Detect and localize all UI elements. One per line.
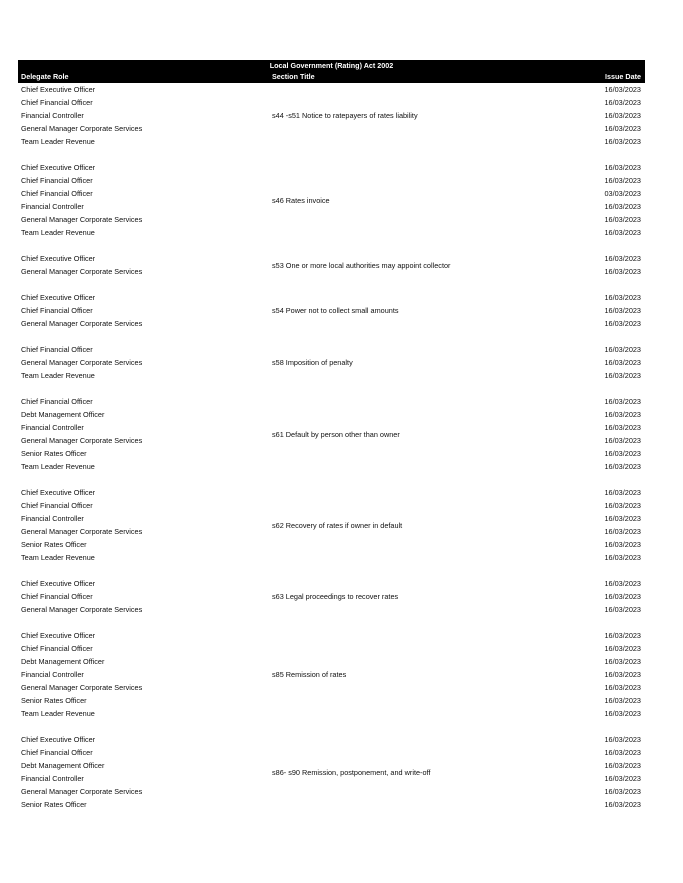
section-group <box>18 629 645 720</box>
table-row <box>18 460 645 473</box>
issue-date-cell: 16/03/2023 <box>604 254 641 263</box>
table-row <box>18 798 645 811</box>
delegate-role-cell: Chief Executive Officer <box>21 85 96 94</box>
issue-date-cell: 16/03/2023 <box>604 215 641 224</box>
table-row <box>18 694 645 707</box>
delegate-role-cell: Financial Controller <box>21 514 84 523</box>
delegate-role-cell: Team Leader Revenue <box>21 137 95 146</box>
delegate-role-cell: Chief Executive Officer <box>21 735 96 744</box>
table-row <box>18 447 645 460</box>
delegate-role-cell: Senior Rates Officer <box>21 696 87 705</box>
issue-date-cell: 16/03/2023 <box>604 436 641 445</box>
section-title-cell: s63 Legal proceedings to recover rates <box>272 592 399 601</box>
section-group <box>18 252 645 278</box>
section-group <box>18 733 645 811</box>
delegate-role-cell: Chief Financial Officer <box>21 397 93 406</box>
issue-date-cell: 16/03/2023 <box>604 124 641 133</box>
delegate-role-cell: Chief Financial Officer <box>21 748 93 757</box>
issue-date-cell: 16/03/2023 <box>604 501 641 510</box>
delegate-role-cell: Senior Rates Officer <box>21 800 87 809</box>
delegate-role-cell: Debt Management Officer <box>21 657 105 666</box>
delegate-role-cell: Chief Executive Officer <box>21 293 96 302</box>
delegate-role-cell: Chief Financial Officer <box>21 306 93 315</box>
issue-date-cell: 16/03/2023 <box>604 657 641 666</box>
delegate-role-cell: General Manager Corporate Services <box>21 527 143 536</box>
issue-date-cell: 16/03/2023 <box>604 358 641 367</box>
delegate-role-cell: Chief Financial Officer <box>21 189 93 198</box>
table-row <box>18 408 645 421</box>
table-row <box>18 746 645 759</box>
delegate-role-cell: Financial Controller <box>21 202 84 211</box>
delegate-role-cell: General Manager Corporate Services <box>21 787 143 796</box>
table-header-row <box>18 71 645 83</box>
delegate-role-cell: Team Leader Revenue <box>21 228 95 237</box>
issue-date-cell: 16/03/2023 <box>604 137 641 146</box>
section-title-cell: s85 Remission of rates <box>272 670 347 679</box>
section-title-cell: s58 Imposition of penalty <box>272 358 353 367</box>
issue-date-cell: 16/03/2023 <box>604 592 641 601</box>
delegate-role-cell: Chief Financial Officer <box>21 345 93 354</box>
issue-date-cell: 16/03/2023 <box>604 462 641 471</box>
section-group <box>18 343 645 382</box>
table-row <box>18 96 645 109</box>
table-row <box>18 317 645 330</box>
section-group <box>18 486 645 564</box>
delegate-role-cell: Chief Executive Officer <box>21 488 96 497</box>
table-body <box>18 83 645 811</box>
delegate-role-cell: Financial Controller <box>21 774 84 783</box>
issue-date-cell: 16/03/2023 <box>604 345 641 354</box>
issue-date-cell: 16/03/2023 <box>604 98 641 107</box>
issue-date-cell: 16/03/2023 <box>604 293 641 302</box>
issue-date-cell: 16/03/2023 <box>604 644 641 653</box>
issue-date-cell: 16/03/2023 <box>604 527 641 536</box>
issue-date-cell: 16/03/2023 <box>604 111 641 120</box>
section-group <box>18 395 645 473</box>
delegate-role-cell: Financial Controller <box>21 423 84 432</box>
table-row <box>18 135 645 148</box>
delegation-table <box>18 60 645 811</box>
issue-date-cell: 16/03/2023 <box>604 449 641 458</box>
issue-date-cell: 16/03/2023 <box>604 787 641 796</box>
delegate-role-cell: Chief Executive Officer <box>21 254 96 263</box>
table-row <box>18 538 645 551</box>
delegate-role-cell: General Manager Corporate Services <box>21 436 143 445</box>
table-row <box>18 200 645 213</box>
issue-date-cell: 16/03/2023 <box>604 397 641 406</box>
group-spacer <box>18 473 645 486</box>
issue-date-cell: 16/03/2023 <box>604 709 641 718</box>
issue-date-cell: 16/03/2023 <box>604 319 641 328</box>
group-spacer <box>18 382 645 395</box>
group-spacer <box>18 239 645 252</box>
group-spacer <box>18 330 645 343</box>
delegate-role-cell: Chief Financial Officer <box>21 644 93 653</box>
delegate-role-cell: Financial Controller <box>21 111 84 120</box>
delegate-role-cell: Chief Financial Officer <box>21 176 93 185</box>
delegate-role-cell: Debt Management Officer <box>21 761 105 770</box>
table-row <box>18 291 645 304</box>
table-title: Local Government (Rating) Act 2002 <box>18 60 645 71</box>
delegate-role-cell: Chief Executive Officer <box>21 163 96 172</box>
section-group <box>18 291 645 330</box>
issue-date-cell: 16/03/2023 <box>604 605 641 614</box>
section-title-cell: s62 Recovery of rates if owner in default <box>272 520 403 530</box>
table-row <box>18 83 645 96</box>
issue-date-cell: 16/03/2023 <box>604 761 641 770</box>
issue-date-cell: 16/03/2023 <box>604 579 641 588</box>
delegate-role-cell: Team Leader Revenue <box>21 462 95 471</box>
table-row <box>18 486 645 499</box>
issue-date-cell: 16/03/2023 <box>604 202 641 211</box>
table-row <box>18 161 645 174</box>
table-row <box>18 551 645 564</box>
delegate-role-cell: Team Leader Revenue <box>21 553 95 562</box>
delegate-role-cell: Team Leader Revenue <box>21 371 95 380</box>
section-group <box>18 83 645 148</box>
section-group <box>18 161 645 239</box>
table-row <box>18 174 645 187</box>
group-spacer <box>18 720 645 733</box>
table-row <box>18 187 645 200</box>
delegate-role-cell: General Manager Corporate Services <box>21 215 143 224</box>
issue-date-cell: 16/03/2023 <box>604 540 641 549</box>
group-spacer <box>18 278 645 291</box>
delegate-role-cell: Financial Controller <box>21 670 84 679</box>
issue-date-cell: 16/03/2023 <box>604 670 641 679</box>
table-row <box>18 213 645 226</box>
table-row <box>18 655 645 668</box>
delegate-role-cell: General Manager Corporate Services <box>21 319 143 328</box>
issue-date-cell: 16/03/2023 <box>604 631 641 640</box>
delegate-role-cell: Chief Executive Officer <box>21 631 96 640</box>
issue-date-cell: 16/03/2023 <box>604 748 641 757</box>
table-row <box>18 785 645 798</box>
issue-date-cell: 16/03/2023 <box>604 228 641 237</box>
section-title-cell: s86- s90 Remission, postponement, and write-off <box>272 767 431 777</box>
issue-date-cell: 16/03/2023 <box>604 163 641 172</box>
table-row <box>18 707 645 720</box>
issue-date-cell: 16/03/2023 <box>604 306 641 315</box>
delegate-role-cell: General Manager Corporate Services <box>21 605 143 614</box>
issue-date-cell: 16/03/2023 <box>604 267 641 276</box>
issue-date-cell: 16/03/2023 <box>604 696 641 705</box>
issue-date-cell: 16/03/2023 <box>604 423 641 432</box>
issue-date-cell: 16/03/2023 <box>604 488 641 497</box>
section-title-cell: s53 One or more local authorities may appoint collector <box>272 260 451 270</box>
table-row <box>18 343 645 356</box>
issue-date-cell: 16/03/2023 <box>604 371 641 380</box>
delegate-role-cell: General Manager Corporate Services <box>21 358 143 367</box>
delegate-role-cell: Chief Financial Officer <box>21 501 93 510</box>
table-row <box>18 395 645 408</box>
delegate-role-cell: Chief Financial Officer <box>21 592 93 601</box>
table-row <box>18 577 645 590</box>
delegate-role-cell: General Manager Corporate Services <box>21 267 143 276</box>
table-row <box>18 733 645 746</box>
section-title-cell: s54 Power not to collect small amounts <box>272 306 399 315</box>
table-row <box>18 603 645 616</box>
table-row <box>18 369 645 382</box>
section-title-cell: s61 Default by person other than owner <box>272 429 400 439</box>
issue-date-cell: 16/03/2023 <box>604 774 641 783</box>
table-row <box>18 681 645 694</box>
delegate-role-cell: Team Leader Revenue <box>21 709 95 718</box>
section-group <box>18 577 645 616</box>
issue-date-cell: 16/03/2023 <box>604 176 641 185</box>
table-row <box>18 629 645 642</box>
delegate-role-cell: Debt Management Officer <box>21 410 105 419</box>
issue-date-cell: 16/03/2023 <box>604 85 641 94</box>
section-title-cell: s46 Rates invoice <box>272 195 330 205</box>
delegate-role-cell: Chief Financial Officer <box>21 98 93 107</box>
section-title-cell: s44 -s51 Notice to ratepayers of rates liability <box>272 111 418 120</box>
delegate-role-cell: Chief Executive Officer <box>21 579 96 588</box>
issue-date-cell: 03/03/2023 <box>604 189 641 198</box>
delegate-role-cell: Senior Rates Officer <box>21 540 87 549</box>
group-spacer <box>18 616 645 629</box>
table-row <box>18 499 645 512</box>
delegate-role-cell: General Manager Corporate Services <box>21 124 143 133</box>
issue-date-cell: 16/03/2023 <box>604 735 641 744</box>
issue-date-cell: 16/03/2023 <box>604 410 641 419</box>
issue-date-cell: 16/03/2023 <box>604 800 641 809</box>
table-row <box>18 122 645 135</box>
delegate-role-cell: General Manager Corporate Services <box>21 683 143 692</box>
issue-date-cell: 16/03/2023 <box>604 514 641 523</box>
issue-date-cell: 16/03/2023 <box>604 683 641 692</box>
group-spacer <box>18 564 645 577</box>
group-spacer <box>18 148 645 161</box>
header-issue-date: Issue Date <box>605 72 641 81</box>
issue-date-cell: 16/03/2023 <box>604 553 641 562</box>
header-section-title: Section Title <box>272 72 315 81</box>
delegate-role-cell: Senior Rates Officer <box>21 449 87 458</box>
header-delegate-role: Delegate Role <box>21 72 69 81</box>
table-row <box>18 226 645 239</box>
table-row <box>18 642 645 655</box>
